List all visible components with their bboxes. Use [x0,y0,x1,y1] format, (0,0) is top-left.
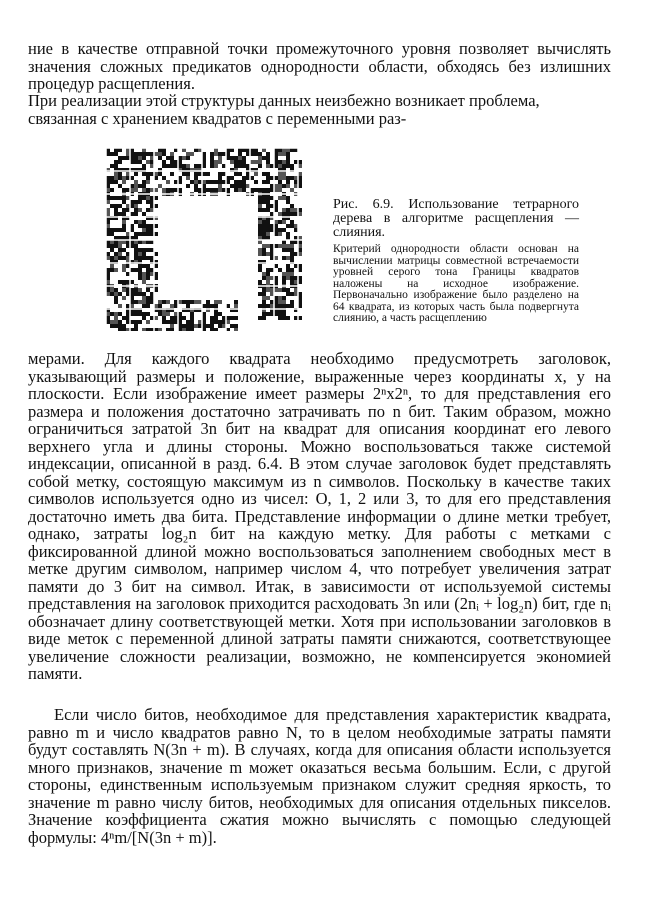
figure-caption [333,198,579,325]
paragraph-2: При реализации этой структуры данных неизбежно возникает проблема, связанная с хранением квадратов с переменными раз- [28,91,540,128]
paragraph-1: ние в качестве отправной точки промежуточного уровня позволяет вычислять значения сложных предикатов однородности области, обходясь без излишних процедур расщепления. [28,39,611,93]
figure-caption-title: Рис. 6.9. Использование тетрарного дерева в алгоритме расщепления — слияния. [333,197,579,240]
paragraph-4: Если число битов, необходимое для представления характеристик квадрата, равно m и число квадратов равно N, то в целом необходимые затраты памяти будут составлять N(3n + m). В случаях, когда для описания области используется много признаков, значение m может оказаться весьма большим. Если, с другой стороны, единственным используемым признаком служит средняя яркость, то значение m равно числу битов, необходимых для описания отдельных пикселов. Значение коэффициента сжатия можно вычислять с помощью следующей формулы: 4ⁿm/[N(3n + m)]. [28,705,611,847]
quadtree-figure-image [106,148,302,331]
figure-caption-body: Критерий однородности области основан на вычислении матрицы совместной встречаемости уровней серого тона Границы квадратов наложены на исходное изображение. Первоначально изображение было разделено на 64 квадрата, из которых часть была подвергнута слиянию, а часть расщеплению [333,243,579,324]
paragraph-3: мерами. Для каждого квадрата необходимо предусмотреть заголовок, указывающий размеры и положение, выраженные через координаты x, y на плоскости. Если изображение имеет размеры 2ⁿx2ⁿ, то для представления его размера и положения достаточно затрачивать по n бит. Таким образом, можно ограничиться затратой 3n бит на квадрат для описания координат его левого верхнего угла и длины стороны. Можно воспользоваться также системой индексации, описанной в разд. 6.4. В этом случае заголовок будет представлять собой метку, состоящую максимум из n символов. Поскольку в качестве таких символов используется одно из чисел: О, 1, 2 или 3, то для его представления достаточно иметь два бита. Представление информации о длине метки требует, однако, затраты log₂n бит на каждую метку. Для работы с метками с фиксированной длиной можно воспользоваться заполнением свободных мест в метке другим символом, например числом 4, что потребует увеличения затрат памяти до 3 бит на символ. Итак, в зависимости от используемой системы представления на заголовок приходится расходовать 3n или (2nᵢ + log₂n) бит, где nᵢ обозначает длину соответствующей метки. Хотя при использовании заголовков в виде меток с переменной длиной затраты памяти снижаются, соответствующее увеличение сложности реализации, возможно, не компенсируется экономией памяти. [28,349,611,683]
